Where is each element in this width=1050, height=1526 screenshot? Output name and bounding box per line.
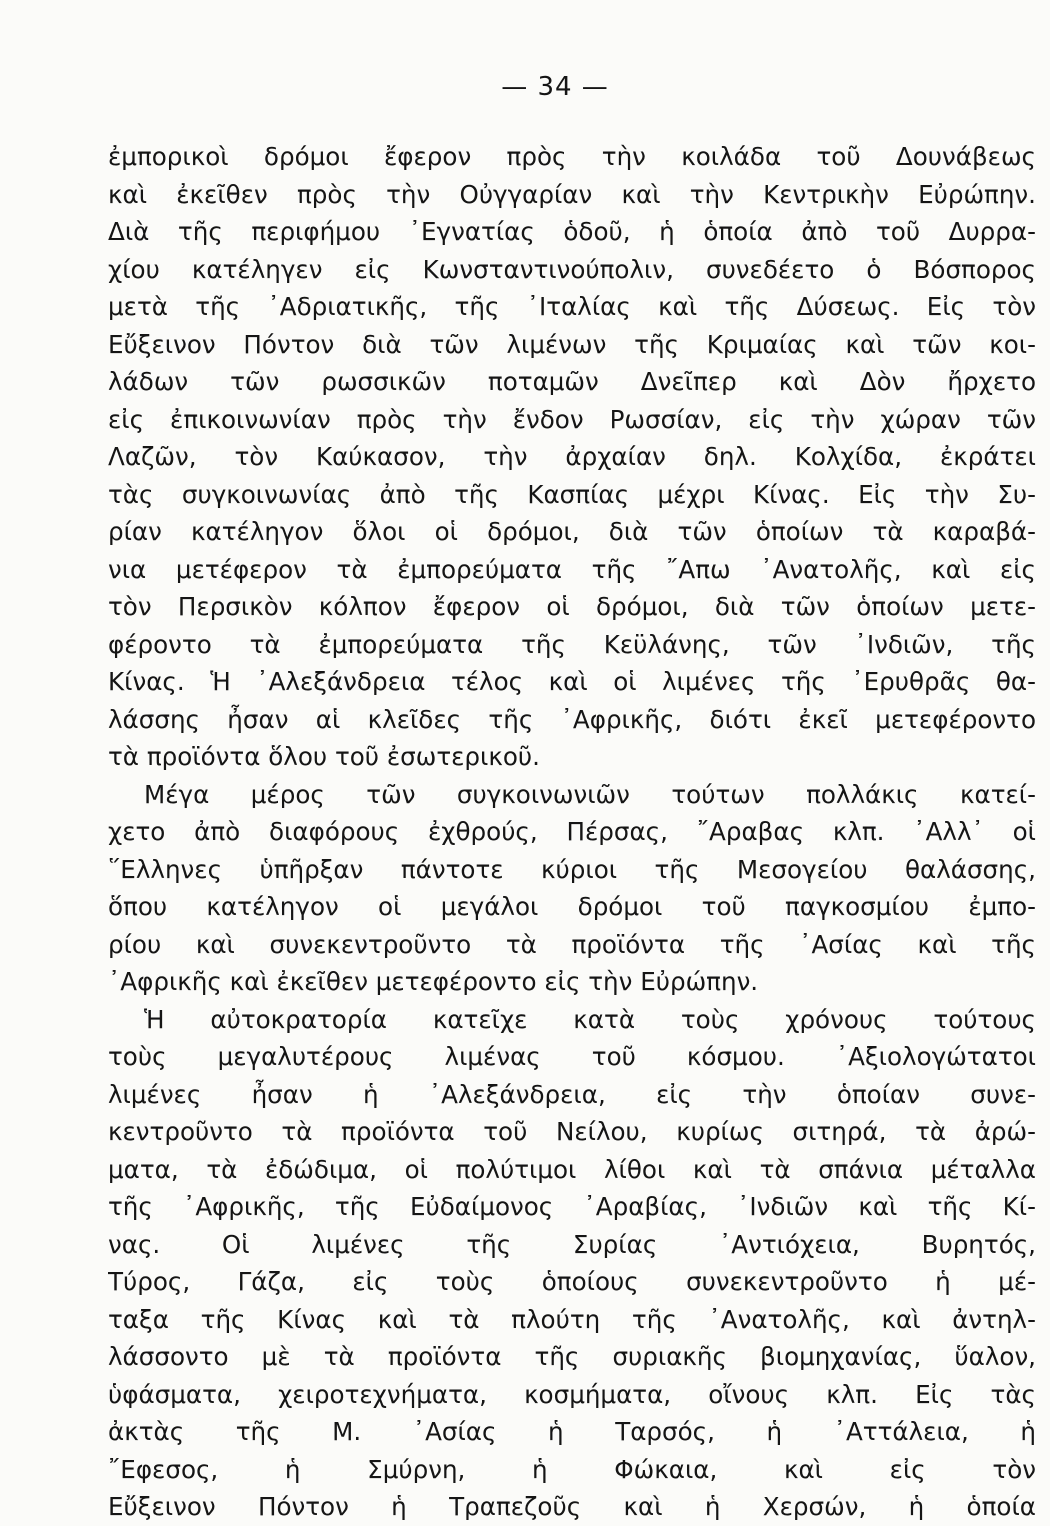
text-line: τῆς ᾿Αφρικῆς, τῆς Εὐδαίμονος ᾿Αραβίας, ᾿Ινδιῶν καὶ τῆς Κί- <box>108 1192 1036 1221</box>
text-line: ρίαν κατέληγον ὅλοι οἱ δρόμοι, διὰ τῶν ὁποίων τὰ καραβά- <box>108 517 1036 546</box>
text-line: φέροντο τὰ ἐμπορεύματα τῆς Κεϋλάνης, τῶν ᾿Ινδιῶν, τῆς <box>108 629 1036 659</box>
page-number: — 34 — <box>501 72 609 102</box>
text-line: ᾿Αφρικῆς καὶ ἐκεῖθεν μετεφέροντο εἰς τὴν Εὐρώπην. <box>108 967 759 996</box>
text-line: χίου κατέληγεν εἰς Κωνσταντινούπολιν, συνεδέετο ὁ Βόσπορος <box>108 254 1036 284</box>
text-line: ρίου καὶ συνεκεντροῦντο τὰ προϊόντα τῆς ᾿Ασίας καὶ τῆς <box>108 929 1036 959</box>
text-line: καὶ ἐκεῖθεν πρὸς τὴν Οὐγγαρίαν καὶ τὴν Κεντρικὴν Εὐρώπην. <box>108 179 1036 209</box>
text-line: εἰς ἐπικοινωνίαν πρὸς τὴν ἔνδον Ρωσσίαν, εἰς τὴν χώραν τῶν <box>108 404 1036 434</box>
text-line: λάδων τῶν ρωσσικῶν ποταμῶν Δνεῖπερ καὶ Δὸν ἤρχετο <box>108 367 1036 396</box>
text-line: Μέγα μέρος τῶν συγκοινωνιῶν τούτων πολλάκις κατεί- <box>144 779 1036 809</box>
text-line: μετὰ τῆς ᾿Αδριατικῆς, τῆς ᾿Ιταλίας καὶ τῆς Δύσεως. Εἰς τὸν <box>108 292 1036 321</box>
text-line: ῎Εφεσος, ἡ Σμύρνη, ἡ Φώκαια, καὶ εἰς τὸν <box>108 1454 1036 1484</box>
text-line: ἐμπορικοὶ δρόμοι ἔφερον πρὸς τὴν κοιλάδα τοῦ Δουνάβεως <box>108 142 1036 171</box>
text-line: χετο ἀπὸ διαφόρους ἐχθρούς, Πέρσας, ῎Αραβας κλπ. ᾿Αλλ᾿ οἱ <box>108 817 1036 846</box>
text-line: Τύρος, Γάζα, εἰς τοὺς ὁποίους συνεκεντροῦντο ἡ μέ- <box>108 1267 1036 1296</box>
body-text <box>108 138 1036 1526</box>
text-line: Κίνας. Ἡ ᾿Αλεξάνδρεια τέλος καὶ οἱ λιμένες τῆς ᾿Ερυθρᾶς θα- <box>108 667 1036 696</box>
text-line: Εὔξεινον Πόντον διὰ τῶν λιμένων τῆς Κριμαίας καὶ τῶν κοι- <box>108 329 1036 359</box>
text-line: λάσσοντο μὲ τὰ προϊόντα τῆς συριακῆς βιομηχανίας, ὕαλον, <box>108 1342 1036 1371</box>
text-line: νας. Οἱ λιμένες τῆς Συρίας ᾿Αντιόχεια, Βυρητός, <box>108 1229 1036 1259</box>
text-line: Εὔξεινον Πόντον ἡ Τραπεζοῦς καὶ ἡ Χερσών, ἡ ὁποία <box>108 1492 1036 1521</box>
text-line: ματα, τὰ ἐδώδιμα, οἱ πολύτιμοι λίθοι καὶ τὰ σπάνια μέταλλα <box>108 1154 1036 1184</box>
text-line: Διὰ τῆς περιφήμου ᾿Εγνατίας ὁδοῦ, ἡ ὁποία ἀπὸ τοῦ Δυρρα- <box>108 217 1036 246</box>
text-line: τὰ προϊόντα ὅλου τοῦ ἐσωτερικοῦ. <box>108 742 540 771</box>
text-line: ἀκτὰς τῆς Μ. ᾿Ασίας ἡ Ταρσός, ἡ ᾿Αττάλεια, ἡ <box>108 1417 1036 1446</box>
text-line: Ἡ αὐτοκρατορία κατεῖχε κατὰ τοὺς χρόνους τούτους <box>144 1004 1036 1034</box>
text-line: τὸν Περσικὸν κόλπον ἔφερον οἱ δρόμοι, διὰ τῶν ὁποίων μετε- <box>108 592 1036 621</box>
text-line: Λαζῶν, τὸν Καύκασον, τὴν ἀρχαίαν δηλ. Κολχίδα, ἐκράτει <box>108 442 1036 471</box>
text-line: λιμένες ἦσαν ἡ ᾿Αλεξάνδρεια, εἰς τὴν ὁποίαν συνε- <box>108 1079 1036 1109</box>
text-line: ῞Ελληνες ὑπῆρξαν πάντοτε κύριοι τῆς Μεσογείου θαλάσσης, <box>108 854 1036 884</box>
text-line: κεντροῦντο τὰ προϊόντα τοῦ Νείλου, κυρίως σιτηρά, τὰ ἀρώ- <box>108 1117 1036 1146</box>
text-line: νια μετέφερον τὰ ἐμπορεύματα τῆς ῎Απω ᾿Ανατολῆς, καὶ εἰς <box>108 554 1036 584</box>
text-line: τοὺς μεγαλυτέρους λιμένας τοῦ κόσμου. ᾿Αξιολογώτατοι <box>108 1042 1036 1071</box>
text-line: ὅπου κατέληγον οἱ μεγάλοι δρόμοι τοῦ παγκοσμίου ἐμπο- <box>108 892 1036 921</box>
text-line: τὰς συγκοινωνίας ἀπὸ τῆς Κασπίας μέχρι Κίνας. Εἰς τὴν Συ- <box>108 479 1036 509</box>
text-line: λάσσης ἦσαν αἱ κλεῖδες τῆς ᾿Αφρικῆς, διότι ἐκεῖ μετεφέροντο <box>108 704 1036 734</box>
text-line: ταξα τῆς Κίνας καὶ τὰ πλούτη τῆς ᾿Ανατολῆς, καὶ ἀντηλ- <box>108 1304 1036 1334</box>
text-line: ὑφάσματα, χειροτεχνήματα, κοσμήματα, οἴνους κλπ. Εἰς τὰς <box>108 1379 1036 1409</box>
